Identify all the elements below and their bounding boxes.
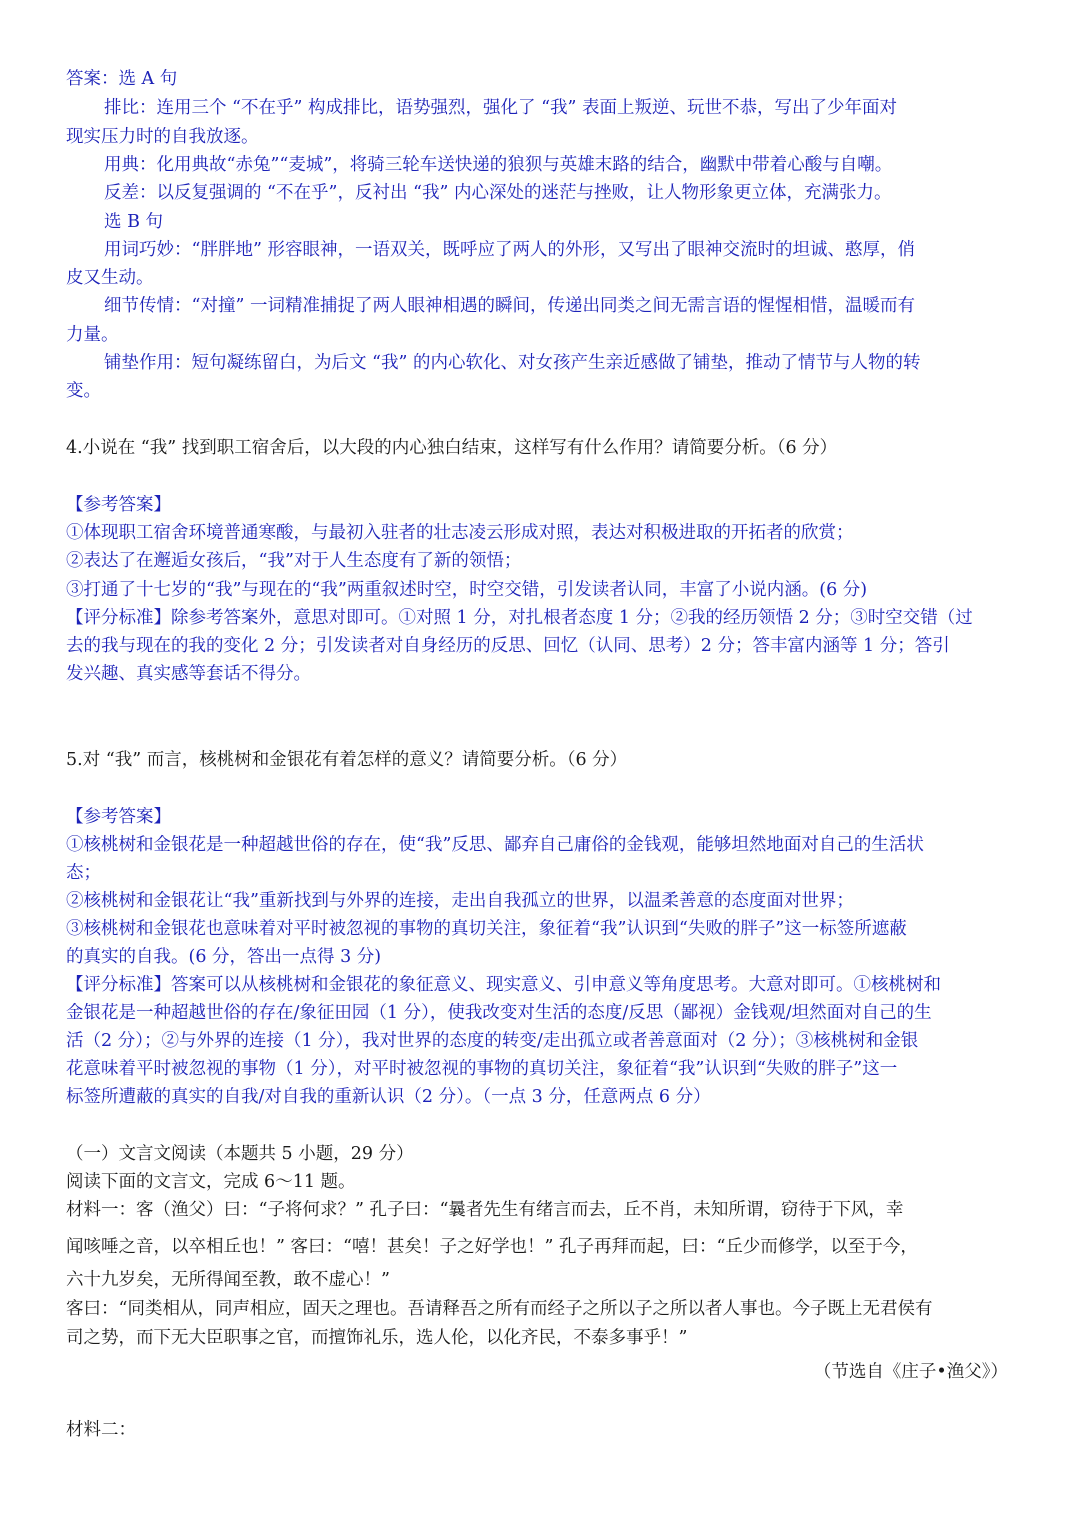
reference-answer-line: ②表达了在邂逅女孩后，“我”对于人生态度有了新的领悟； [66, 551, 522, 571]
material-1-line: 客曰：“同类相从，同声相应，固天之理也。吾请释吾之所有而经子之所以子之所以者人事也。今子既上无君侯有 [66, 1299, 933, 1319]
scoring-standard-line: 【评分标准】除参考答案外，意思对即可。①对照 1 分，对扎根者态度 1 分；②我的经历领悟 2 分；③时空交错（过 [66, 608, 973, 628]
material-2-label: 材料二： [66, 1420, 136, 1440]
material-1-line: 材料一：客（渔父）曰：“子将何求？” 孔子曰：“曩者先生有绪言而去，丘不肖，未知所谓，窃待于下风，幸 [66, 1200, 904, 1220]
reference-answer-line: 的真实的自我。(6 分，答出一点得 3 分) [66, 947, 382, 967]
scoring-standard-line: 发兴趣、真实感等套话不得分。 [66, 664, 311, 684]
answer-line: 力量。 [66, 325, 119, 345]
reference-answer-line: ①体现职工宿舍环境普通寒酸，与最初入驻者的壮志凌云形成对照，表达对积极进取的开拓者的欣赏； [66, 523, 854, 543]
answer-line: 皮又生动。 [66, 268, 154, 288]
answer-line: 变。 [66, 381, 101, 401]
material-1-line: 六十九岁矣，无所得闻至教，敢不虚心！” [66, 1270, 390, 1290]
material-1-line: 闻咳唾之音，以卒相丘也！” 客曰：“嘻！甚矣！子之好学也！” 孔子再拜而起，曰：“丘少而修学，以至于今， [66, 1237, 918, 1257]
answer-line: 铺垫作用：短句凝练留白，为后文 “我” 的内心软化、对女孩产生亲近感做了铺垫，推动了情节与人物的转 [104, 353, 921, 373]
section-instruction: 阅读下面的文言文，完成 6～11 题。 [66, 1172, 356, 1192]
reference-answer-line: ③打通了十七岁的“我”与现在的“我”两重叙述时空，时空交错，引发读者认同，丰富了小说内涵。(6 分) [66, 580, 868, 600]
answer-line: 用典：化用典故“赤兔”“麦城”，将骑三轮车送快递的狼狈与英雄末路的结合，幽默中带着心酸与自嘲。 [104, 155, 893, 175]
answer-line: 细节传情：“对撞” 一词精准捕捉了两人眼神相遇的瞬间，传递出同类之间无需言语的惺惺相惜，温暖而有 [104, 296, 915, 316]
answer-line: 排比：连用三个 “不在乎” 构成排比，语势强烈，强化了 “我” 表面上叛逆、玩世不恭，写出了少年面对 [104, 98, 898, 118]
question-5: 5.对 “我” 而言，核桃树和金银花有着怎样的意义？请简要分析。（6 分） [66, 750, 628, 770]
answer-line: 反差：以反复强调的 “不在乎”，反衬出 “我” 内心深处的迷茫与挫败，让人物形象更立体，充满张力。 [104, 183, 892, 203]
scoring-standard-line: 去的我与现在的我的变化 2 分；引发读者对自身经历的反思、回忆（认同、思考）2 分；答丰富内涵等 1 分；答引 [66, 636, 950, 656]
reference-answer-label: 【参考答案】 [66, 807, 171, 827]
question-4: 4.小说在 “我” 找到职工宿舍后，以大段的内心独白结束，这样写有什么作用？请简要分析。（6 分） [66, 438, 838, 458]
scoring-standard-line: 活（2 分）；②与外界的连接（1 分），我对世界的态度的转变/走出孤立或者善意面对（2 分）；③核桃树和金银 [66, 1031, 919, 1051]
scoring-standard-line: 花意味着平时被忽视的事物（1 分），对平时被忽视的事物的真切关注，象征着“我”认识到“失败的胖子”这一 [66, 1059, 898, 1079]
reference-answer-label: 【参考答案】 [66, 495, 171, 515]
reference-answer-line: ②核桃树和金银花让“我”重新找到与外界的连接，走出自我孤立的世界，以温柔善意的态度面对世界； [66, 891, 854, 911]
reference-answer-line: 态； [66, 863, 101, 883]
answer-line: 现实压力时的自我放逐。 [66, 127, 259, 147]
answer-line: 用词巧妙：“胖胖地” 形容眼神，一语双关，既呼应了两人的外形，又写出了眼神交流时的坦诚、憨厚，俏 [104, 240, 915, 260]
scoring-standard-line: 金银花是一种超越世俗的存在/象征田园（1 分），使我改变对生活的态度/反思（鄙视）金钱观/坦然面对自己的生 [66, 1003, 932, 1023]
scoring-standard-line: 标签所遭蔽的真实的自我/对自我的重新认识（2 分）。（一点 3 分，任意两点 6 分） [66, 1087, 711, 1107]
reference-answer-line: ①核桃树和金银花是一种超越世俗的存在，使“我”反思、鄙弃自己庸俗的金钱观，能够坦然地面对自己的生活状 [66, 835, 924, 855]
answer-line: 选 B 句 [104, 212, 163, 232]
section-title: （一）文言文阅读（本题共 5 小题，29 分） [66, 1144, 414, 1164]
reference-answer-line: ③核桃树和金银花也意味着对平时被忽视的事物的真切关注，象征着“我”认识到“失败的胖子”这一标签所遮蔽 [66, 919, 907, 939]
material-1-line: 司之势，而下无大臣职事之官，而擅饰礼乐，选人伦，以化齐民，不泰多事乎！” [66, 1328, 688, 1348]
scoring-standard-line: 【评分标准】答案可以从核桃树和金银花的象征意义、现实意义、引申意义等角度思考。大意对即可。①核桃树和 [66, 975, 941, 995]
answer-heading: 答案：选 A 句 [66, 69, 178, 89]
source-citation: （节选自《庄子•渔父》） [813, 1362, 1008, 1382]
